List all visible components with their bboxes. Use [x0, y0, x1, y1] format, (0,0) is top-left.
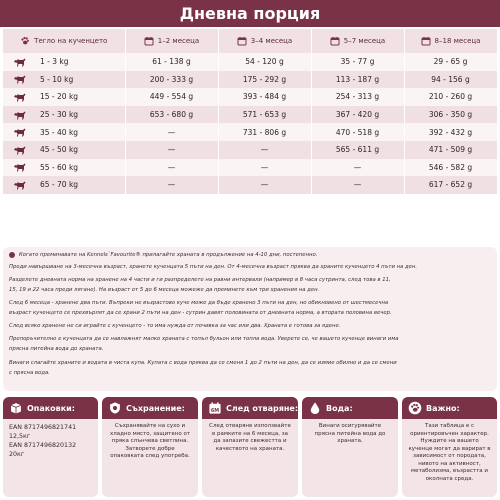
note-line: След 6 месеца - хранене два пъти. Въпреки не възрастово куче може да бъде хранено 3 пъти на ден, но обикновено от шестмесечна — [9, 300, 389, 306]
note-line: След всяко хранене не си играйте с кученцето - то има нужда от почивка за час или два. Храната е готова за ядене. — [9, 323, 341, 329]
note-line: Винаги слагайте храните и водата в чиста купа. Купата с вода пряква да се сменя 1 до 2 пъти на ден, да се измие обилно и да се смени — [9, 360, 397, 366]
portion-cell: 35 - 77 g — [311, 53, 404, 71]
dog-icon — [13, 74, 26, 84]
weight-label: 45 - 50 kg — [40, 145, 79, 155]
table-row — [3, 88, 497, 106]
portion-cell: 546 - 582 g — [404, 159, 497, 177]
note-line: Когато преминавате на Kennels`Favourite® прилагайте храната в продължение на 4-10 дни, постепенно. — [9, 251, 493, 259]
feeding-table — [3, 29, 498, 194]
after-opening-card — [202, 397, 298, 497]
weight-label: 1 - 3 kg — [40, 57, 69, 67]
portion-cell: — — [125, 159, 218, 177]
weight-cell — [3, 159, 125, 177]
table-row — [3, 123, 497, 141]
important-card — [402, 397, 497, 497]
packaging-line: EAN 8717496821741 — [9, 424, 77, 431]
weight-label: 35 - 40 kg — [40, 127, 79, 137]
portion-cell: — — [218, 141, 311, 159]
after-opening-title: След отваряне: — [226, 403, 298, 413]
note-line: Разделете дневната норма на хранене на 4 части и ги разпределете на равни интервали (например в 8 часа сутринта, след това в 11, — [9, 277, 391, 283]
table-header-row — [3, 29, 497, 53]
portion-cell: 210 - 260 g — [404, 88, 497, 106]
water-text: Винаги осигурявайте прясна питейна вода до храната. — [314, 423, 386, 444]
dog-icon — [13, 92, 26, 102]
portion-cell: 200 - 333 g — [125, 71, 218, 89]
weight-cell — [3, 176, 125, 194]
portion-cell: — — [125, 141, 218, 159]
portion-cell: 571 - 653 g — [218, 106, 311, 124]
weight-label: 25 - 30 kg — [40, 110, 79, 120]
portion-cell: — — [311, 176, 404, 194]
info-cards — [3, 397, 497, 497]
header-age-4 — [404, 29, 497, 53]
portion-cell: 254 - 313 g — [311, 88, 404, 106]
table-row — [3, 141, 497, 159]
weight-label: 55 - 60 kg — [40, 162, 79, 172]
portion-cell: 54 - 120 g — [218, 53, 311, 71]
water-title: Вода: — [326, 403, 353, 413]
storage-card — [102, 397, 198, 497]
portion-cell: 731 - 806 g — [218, 123, 311, 141]
note-line: 15, 19 и 22 часа преди лягане). На възраст от 5 до 6 месеца можеже да преминете към три хранения на ден. — [9, 287, 320, 293]
portion-cell: — — [218, 159, 311, 177]
header-weight — [3, 29, 125, 53]
packaging-line: EAN 8717496820132 — [9, 442, 77, 449]
header-age-1 — [125, 29, 218, 53]
important-text: Тази таблица е с ориентировъчен характер. Нуждите на вашето кученце могат да варират в зависимост от породата, нивото на активност, метаболизма, възрастта и околната среда. — [408, 423, 491, 482]
table-row — [3, 53, 497, 71]
paw-icon — [408, 401, 422, 415]
header-age-3 — [311, 29, 404, 53]
note-line: Преди навършване на 3-месечна възраст, хранете кученцата 5 пъти на ден. От 4-месечна възраст пряква да храните кученцето 4 пъти на ден. — [9, 264, 418, 270]
note-line: Препоръчително е кученцата да се навлажнят малко храната с топъл бульон или топла вода. Уверете се, че вашето кученце винаги има — [9, 336, 399, 342]
packaging-line: 20кг — [9, 451, 25, 458]
packaging-title: Опаковки: — [27, 403, 75, 413]
weight-cell — [3, 53, 125, 71]
after-opening-icon-label: 6M — [210, 407, 220, 414]
portion-cell: 470 - 518 g — [311, 123, 404, 141]
portion-cell: 61 - 138 g — [125, 53, 218, 71]
header-label: Тегло на кученцето — [34, 37, 108, 45]
packaging-card — [3, 397, 98, 497]
weight-cell — [3, 71, 125, 89]
calendar-icon — [237, 36, 247, 46]
portion-cell: 306 - 350 g — [404, 106, 497, 124]
sun-shield-icon — [108, 401, 122, 415]
portion-cell: 29 - 65 g — [404, 53, 497, 71]
calendar-icon — [421, 36, 431, 46]
water-card — [302, 397, 398, 497]
portion-cell: — — [125, 176, 218, 194]
weight-cell — [3, 88, 125, 106]
important-title: Важно: — [426, 403, 460, 413]
dog-icon — [13, 145, 26, 155]
table-row — [3, 176, 497, 194]
weight-label: 15 - 20 kg — [40, 92, 79, 102]
packaging-line: 12,5кг — [9, 433, 31, 440]
portion-cell: — — [125, 123, 218, 141]
dog-icon — [13, 162, 26, 172]
header-label: 5–7 месеца — [343, 37, 386, 45]
portion-cell: 175 - 292 g — [218, 71, 311, 89]
dog-icon — [13, 127, 26, 137]
weight-cell — [3, 106, 125, 124]
header-label: 8–18 месеца — [434, 37, 481, 45]
portion-cell: 392 - 432 g — [404, 123, 497, 141]
note-line: възраст кученцето се прехвърлят да се храни 2 пъти на ден - сутрин давят половината от дневната норма, а втората половина вечер. — [9, 310, 392, 316]
notes-panel — [3, 247, 497, 391]
portion-cell: — — [311, 159, 404, 177]
storage-title: Съхранение: — [126, 403, 185, 413]
portion-cell: 617 - 652 g — [404, 176, 497, 194]
page-title: Дневна порция — [0, 0, 500, 27]
calendar-6m-icon — [208, 401, 222, 415]
weight-label: 5 - 10 kg — [40, 74, 74, 84]
table-row — [3, 159, 497, 177]
portion-cell: 113 - 187 g — [311, 71, 404, 89]
box-icon — [9, 401, 23, 415]
table-row — [3, 71, 497, 89]
note-line: прясна питейна вода до храната. — [9, 346, 104, 352]
portion-cell: 471 - 509 g — [404, 141, 497, 159]
paw-icon — [20, 36, 30, 46]
portion-cell: 94 - 156 g — [404, 71, 497, 89]
table-row — [3, 106, 497, 124]
note-line: с прясна вода. — [9, 370, 50, 376]
calendar-icon — [144, 36, 154, 46]
water-drop-icon — [308, 401, 322, 415]
weight-cell — [3, 123, 125, 141]
header-label: 3–4 месеца — [250, 37, 293, 45]
weight-cell — [3, 141, 125, 159]
portion-cell: 393 - 484 g — [218, 88, 311, 106]
portion-cell: — — [218, 176, 311, 194]
portion-cell: 367 - 420 g — [311, 106, 404, 124]
portion-cell: 565 - 611 g — [311, 141, 404, 159]
dog-icon — [13, 57, 26, 67]
storage-text: Съхранявайте на сухо и хладно място, защитено от пряка слънчева светлина. Затворете добре опаковката след употреба. — [109, 423, 191, 459]
header-age-2 — [218, 29, 311, 53]
weight-label: 65 - 70 kg — [40, 180, 79, 190]
portion-cell: 449 - 554 g — [125, 88, 218, 106]
dog-icon — [13, 110, 26, 120]
dog-icon — [13, 180, 26, 190]
warning-icon — [9, 252, 15, 258]
after-opening-text: След отваряне използвайте в рамките на 6 месеца, за да запазите свежестта и качеството на храната. — [209, 423, 291, 452]
portion-cell: 653 - 680 g — [125, 106, 218, 124]
header-label: 1–2 месеца — [157, 37, 200, 45]
calendar-icon — [330, 36, 340, 46]
